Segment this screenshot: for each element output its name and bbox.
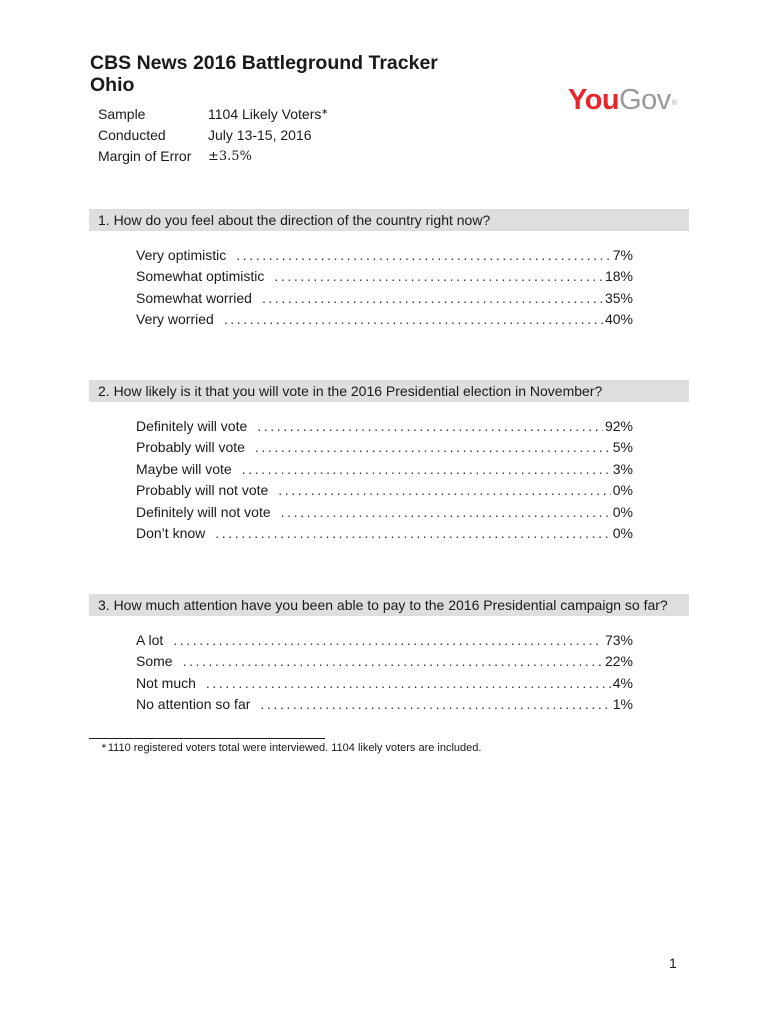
answer-value: 35%: [604, 289, 633, 306]
meta-conducted: [98, 125, 328, 146]
survey-metadata: [98, 104, 328, 167]
footnote-marker: ∗: [101, 743, 107, 750]
answer-label: Probably will not vote: [136, 482, 269, 499]
answer-value: 5%: [612, 439, 633, 456]
dot-leader: [242, 459, 611, 480]
dot-leader: [278, 480, 610, 501]
answer-label: Very optimistic: [136, 247, 227, 263]
meta-label: Margin of Error: [98, 148, 192, 164]
answer-row: [136, 245, 633, 266]
answer-label: Definitely will vote: [136, 418, 248, 434]
dot-leader: [173, 630, 603, 651]
dot-leader: [183, 651, 603, 672]
answer-value: 22%: [604, 653, 633, 670]
answer-value: 18%: [604, 268, 633, 285]
title-line-1: CBS News 2016 Battleground Tracker: [90, 52, 438, 74]
meta-label: Sample: [98, 106, 146, 122]
answer-label: No attention so far: [136, 696, 251, 713]
question-2-heading: 2. How likely is it that you will vote in the 2016 Presidential election in November?: [89, 380, 689, 402]
yougov-logo: [568, 84, 676, 116]
answer-label: A lot: [136, 632, 164, 648]
answer-row: [136, 523, 633, 544]
answer-value: 3%: [612, 460, 633, 477]
answer-value: 4%: [612, 674, 633, 691]
registered-mark: ®: [671, 100, 677, 107]
answer-row: [136, 673, 633, 694]
answer-row: [136, 694, 633, 715]
sample-value: 1104 Likely Voters: [208, 106, 322, 122]
answer-value: 40%: [604, 311, 633, 328]
answer-label: Maybe will vote: [136, 460, 232, 477]
footnote-text: 1110 registered voters total were interviewed. 1104 likely voters are included.: [107, 742, 482, 754]
answer-row: [136, 416, 633, 437]
answer-value: 7%: [612, 247, 633, 263]
question-3-answers: [136, 630, 633, 716]
answer-label: Definitely will not vote: [136, 503, 271, 520]
title-line-2: Ohio: [90, 74, 135, 96]
answer-label: Not much: [136, 674, 196, 691]
dot-leader: [236, 245, 611, 266]
answer-row: [136, 502, 633, 523]
answer-row: [136, 437, 633, 458]
question-2-answers: [136, 416, 633, 544]
footnote-divider: [89, 738, 325, 739]
dot-leader: [281, 502, 611, 523]
answer-label: Don’t know: [136, 524, 206, 541]
dot-leader: [257, 416, 603, 437]
answer-value: 0%: [612, 503, 633, 520]
answer-row: [136, 459, 633, 480]
answer-value: 73%: [604, 632, 633, 648]
footnote: [101, 741, 481, 755]
meta-value: [208, 104, 328, 125]
page-number: 1: [669, 955, 677, 971]
dot-leader: [274, 266, 603, 287]
answer-row: [136, 480, 633, 501]
answer-row: [136, 630, 633, 651]
meta-value: ±3.5%: [208, 149, 252, 164]
answer-label: Somewhat optimistic: [136, 268, 265, 285]
answer-value: 0%: [612, 524, 633, 541]
dot-leader: [255, 437, 611, 458]
logo-part-2: Gov: [619, 84, 671, 116]
answer-row: [136, 288, 633, 309]
answer-label: Some: [136, 653, 173, 670]
answer-row: [136, 309, 633, 330]
dot-leader: [215, 523, 611, 544]
dot-leader: [262, 288, 603, 309]
question-1-answers: [136, 245, 633, 331]
meta-sample: [98, 104, 328, 125]
dot-leader: [206, 673, 611, 694]
meta-margin-of-error: [98, 146, 328, 167]
answer-row: [136, 266, 633, 287]
meta-label: Conducted: [98, 127, 166, 143]
answer-row: [136, 651, 633, 672]
dot-leader: [224, 309, 603, 330]
question-1-heading: 1. How do you feel about the direction of the country right now?: [89, 209, 689, 231]
answer-value: 1%: [612, 696, 633, 713]
footnote-marker: ∗: [321, 107, 329, 116]
meta-value: July 13-15, 2016: [208, 127, 312, 143]
document-title: [90, 52, 438, 96]
answer-value: 0%: [612, 482, 633, 499]
answer-label: Probably will vote: [136, 439, 245, 456]
answer-value: 92%: [604, 418, 633, 434]
logo-part-1: You: [568, 84, 620, 116]
answer-label: Very worried: [136, 311, 214, 328]
answer-label: Somewhat worried: [136, 289, 252, 306]
dot-leader: [260, 694, 610, 715]
question-3-heading: 3. How much attention have you been able to pay to the 2016 Presidential campaign so far?: [89, 594, 689, 616]
